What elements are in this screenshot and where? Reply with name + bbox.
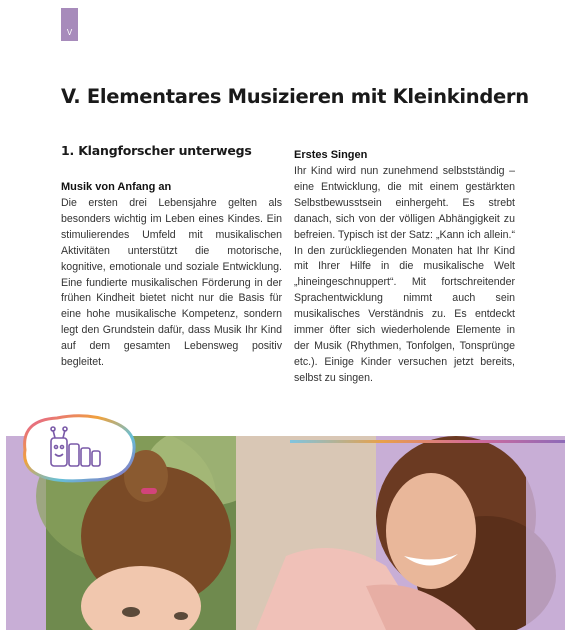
chapter-title: V. Elementares Musizieren mit Kleinkindern (61, 85, 529, 108)
right-column-heading: Erstes Singen (294, 149, 368, 161)
xylophone-robot-icon (17, 410, 141, 486)
left-column (61, 180, 282, 371)
left-column-text: Die ersten drei Lebensjahre gelten als besonders wichtig im Leben eines Kindes. Ein stimulierendes Umfeld mit musikalischen Aktivitäten unterstützt die motorische, kognitive, emotionale und soziale Entwicklung. Eine fundierte musikalischen Förderung in der frühen Kindheit bietet nicht nur die Basis für eine hohe musikalische Kompetenz, sondern legt den Grundstein dafür, dass Musik Ihr Kind auf dem gesamten Lebensweg positiv begleitet. (61, 197, 282, 369)
page-marker-label: V (66, 28, 73, 37)
right-column-text: Ihr Kind wird nun zunehmend selbstständig – eine Entwicklung, die mit einem gestärkten Selbstbewusstsein einhergeht. Es strebt danach, sich von der völligen Abhängigkeit zu befreien. Typisch ist der Satz: „Kann ich allein.“ In den zurückliegenden Monaten hat Ihr Kind mit Ihrer Hilfe in die musikalische Welt „hineingeschnuppert“. Mit fortschreitender Sprachentwicklung nimmt auch sein musikalisches Verständnis zu. Es entdeckt immer öfter sich wiederholende Elemente in der Musik (Rhythmen, Tonfolgen, Tonsprünge etc.). Einige Kinder versuchen jetzt bereits, selbst zu singen. (294, 165, 515, 384)
page-marker-tab (61, 8, 78, 41)
section-title: 1. Klangforscher unterwegs (61, 143, 252, 158)
left-column-heading: Musik von Anfang an (61, 181, 172, 193)
rainbow-stripe (290, 440, 565, 443)
right-column (294, 148, 515, 387)
